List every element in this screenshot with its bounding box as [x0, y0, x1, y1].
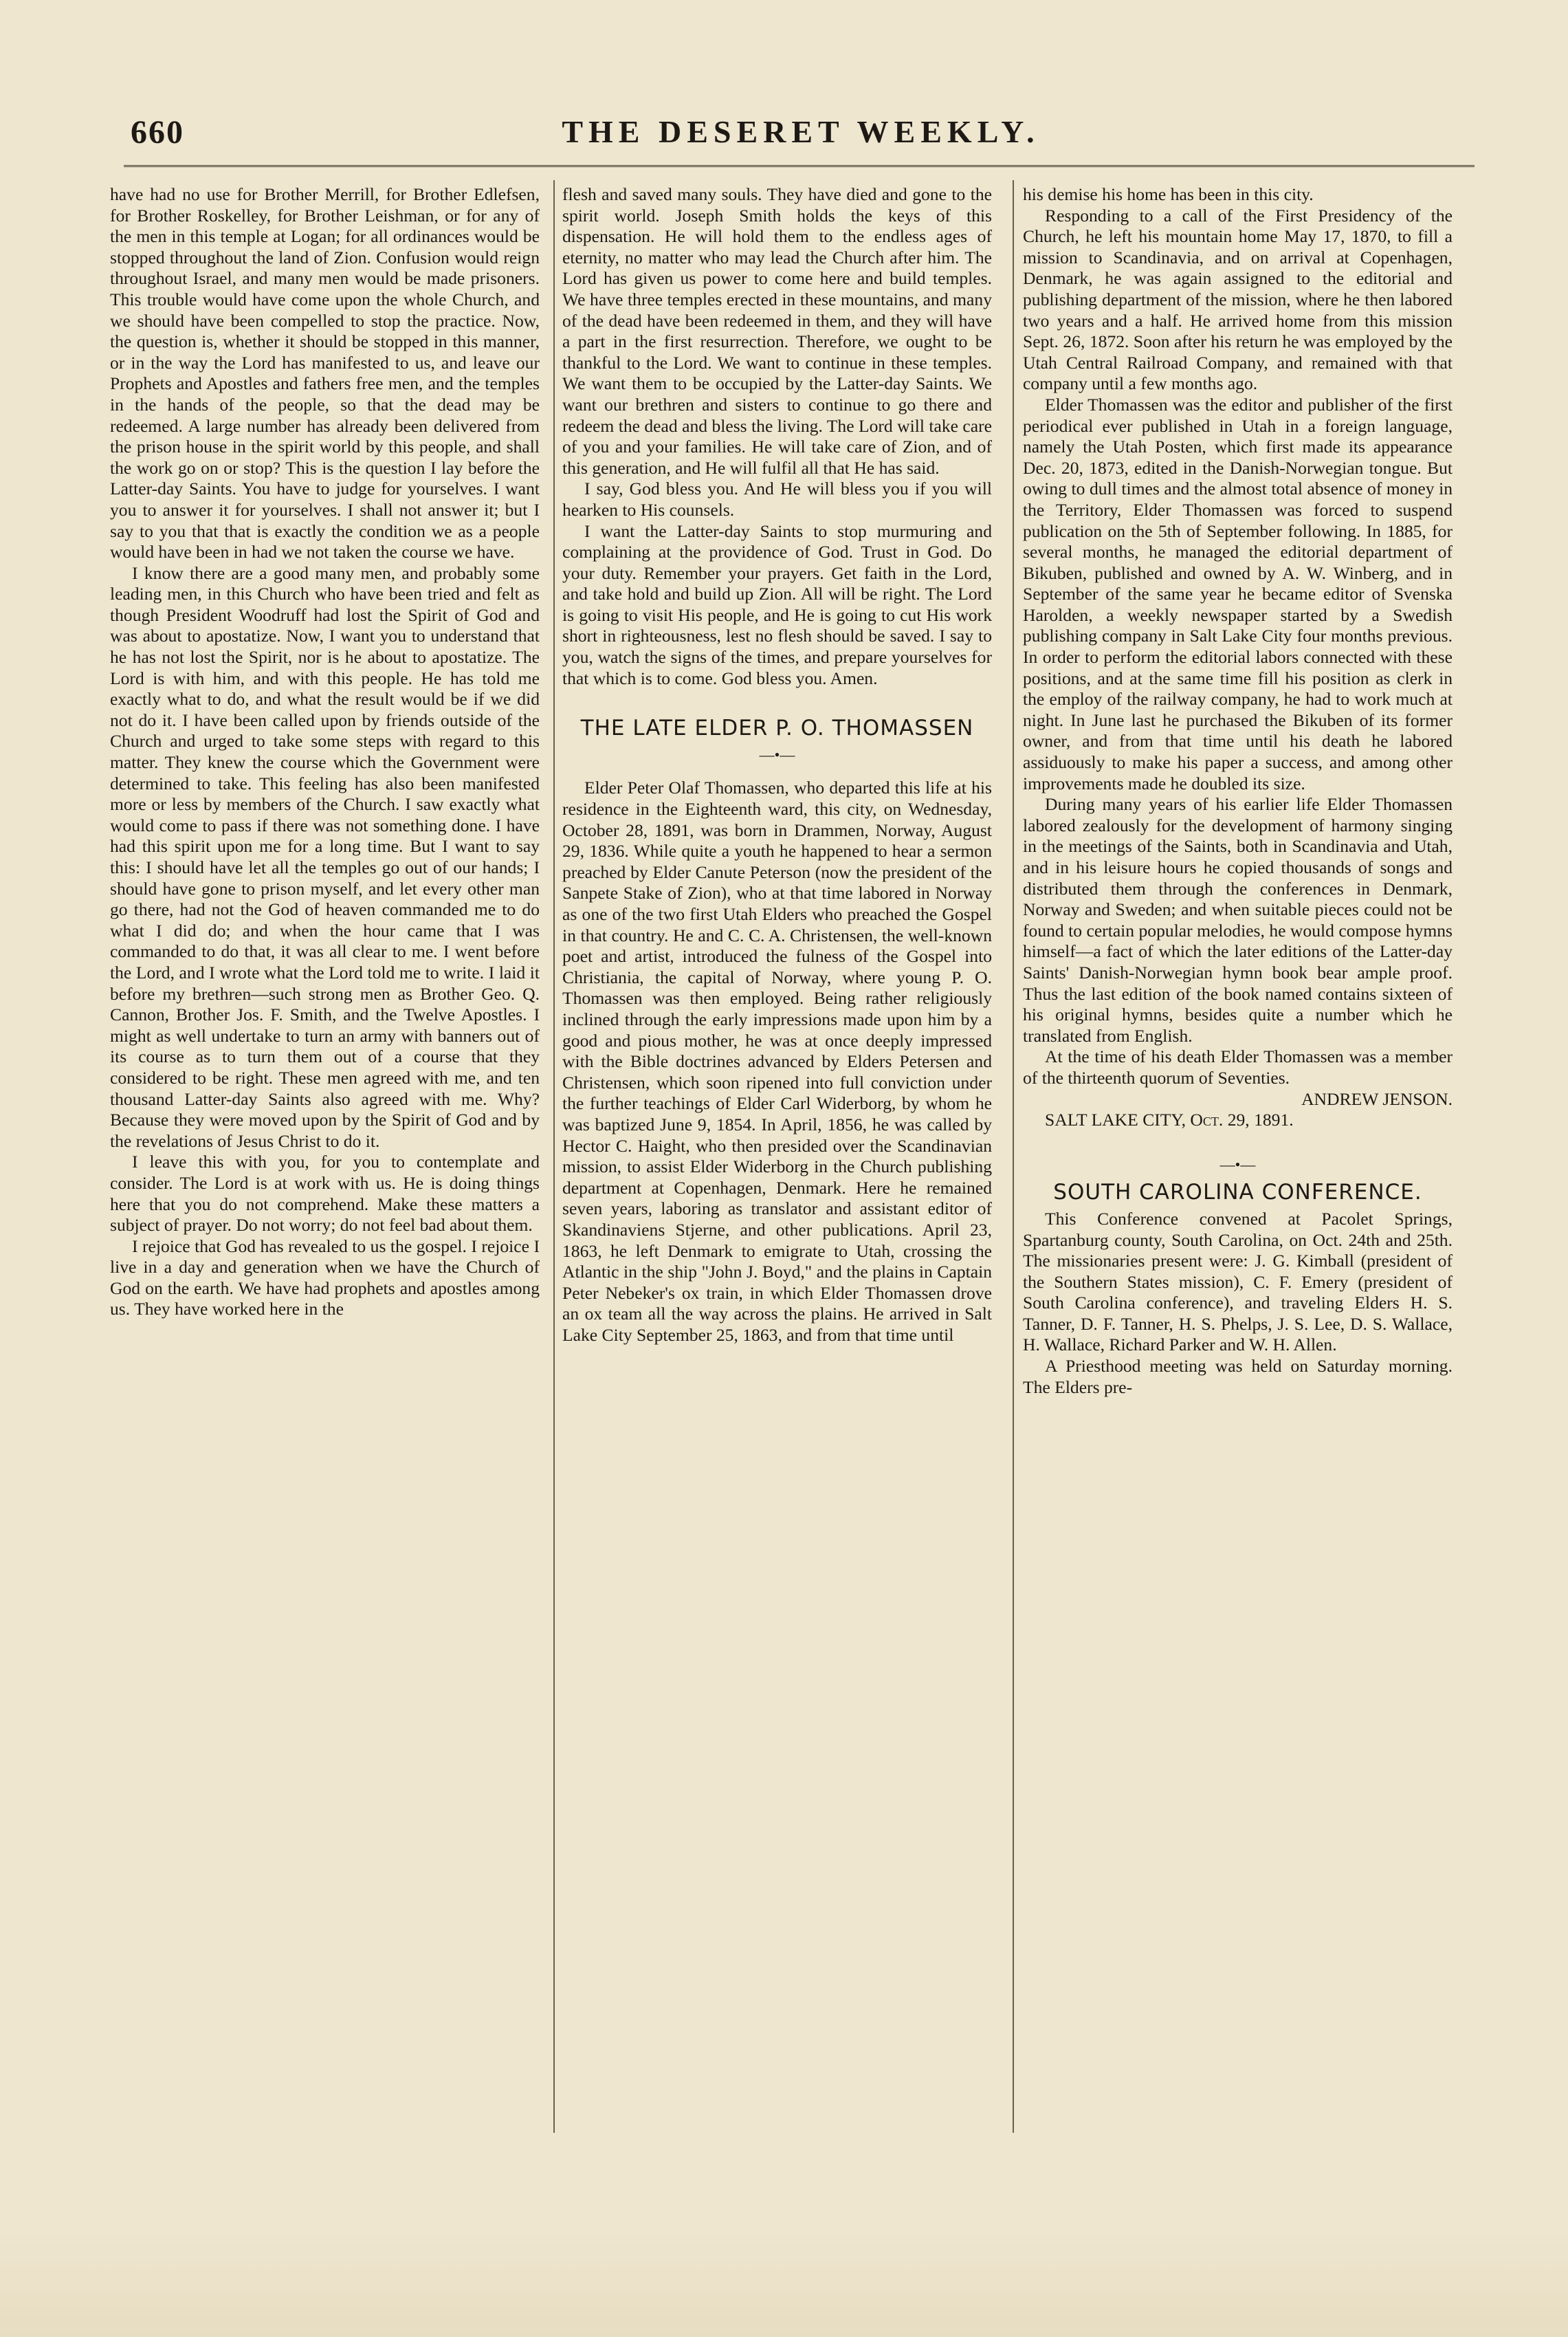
article-paragraph: have had no use for Brother Merrill, for Brother Edlefsen, for Brother Roskelley, for Brother Leishman, or for any of the men in this temple at Logan; for all ordinances would be stopped throughout the land of Zion. Confusion would reign throughout Israel, and many men would be made prisoners. This trouble would have come upon the whole Church, and we should have been compelled to stop the practice. Now, the question is, whether it should be stopped in this manner, or in the way the Lord has manifested to us, and leave our Prophets and Apostles and fathers free men, and the temples in the hands of the people, so that the dead may be redeemed. A large number has already been delivered from the prison house in the spirit world by this people, and shall the work go on or stop? This is the question I lay before the Latter-day Saints. You have to judge for yourselves. I want you to answer it for yourselves. I shall not answer it; but I say to you that that is exactly the condition we as a people would have been in had we not taken the course we have.	[110, 184, 540, 562]
heading-ornament: —•—	[759, 745, 795, 763]
conference-paragraph: A Priesthood meeting was held on Saturday morning. The Elders pre-	[1023, 1356, 1453, 1397]
column-1	[110, 184, 540, 1320]
obituary-paragraph: During many years of his earlier life Elder Thomassen labored zealously for the development of harmony singing in the meetings of the Saints, both in Scandinavia and Utah, and in his leisure hours he copied thousands of songs and distributed them through the conferences in Denmark, Norway and Sweden; and when suitable pieces could not be found to certain popular melodies, he would compose hymns himself—a fact of which the later editions of the Latter-day Saints' Danish-Norwegian hymn book bear ample proof. Thus the last edition of the book named contains sixteen of his original hymns, besides quite a number which he translated from English.	[1023, 794, 1453, 1046]
column-divider	[553, 180, 555, 2133]
article-paragraph: I leave this with you, for you to contemplate and consider. The Lord is at work with us. He is doing things here that you do not comprehend. Make these matters a subject of prayer. Do not worry; do not feel bad about them.	[110, 1152, 540, 1236]
article-paragraph: I know there are a good many men, and probably some leading men, in this Church who have been tried and felt as though President Woodruff had lost the Spirit of God and was about to apostatize. Now, I want you to understand that he has not lost the Spirit, nor is he about to apostatize. The Lord is with him, and with this people. He has told me exactly what to do, and what the result would be if we did not do it. I have been called upon by friends outside of the Church and urged to take some steps with regard to this matter. They knew the course which the Government were determined to take. This feeling has also been manifested more or less by members of the Church. I saw exactly what would come to pass if there was not something done. I have had this spirit upon me for a long time. But I want to say this: I should have let all the temples go out of our hands; I should have gone to prison myself, and let every other man go there, had not the God of heaven commanded me to do what I did do; and when the hour came that I was commanded to do that, it was all clear to me. I went before the Lord, and I wrote what the Lord told me to write. I laid it before my brethren—such strong men as Brother Geo. Q. Cannon, Brother Jos. F. Smith, and the Twelve Apostles. I might as well undertake to turn an army with banners out of its course as to turn them out of a course that they considered to be right. These men agreed with me, and ten thousand Latter-day Saints also agreed with me. Why? Because they were moved upon by the Spirit of God and by the revelations of Jesus Christ to do it.	[110, 562, 540, 1151]
obituary-paragraph: At the time of his death Elder Thomassen was a member of the thirteenth quorum of Seventies.	[1023, 1046, 1453, 1088]
column-2	[562, 184, 992, 1346]
conference-paragraph: This Conference convened at Pacolet Springs, Spartanburg county, South Carolina, on Oct. 24th and 25th. The missionaries present were: J. G. Kimball (president of the Southern States mission), C. F. Emery (president of South Carolina conference), and traveling Elders H. S. Tanner, D. F. Tanner, H. S. Phelps, J. S. Lee, D. S. Wallace, H. Wallace, Richard Parker and W. H. Allen.	[1023, 1208, 1453, 1355]
article-paragraph: I say, God bless you. And He will bless you if you will hearken to His counsels.	[562, 479, 992, 520]
article-paragraph: I rejoice that God has revealed to us the gospel. I rejoice I live in a day and generation when we have the Church of God on the earth. We have had prophets and apostles among us. They have worked here in the	[110, 1236, 540, 1319]
header-rule	[124, 165, 1475, 170]
dateline: SALT LAKE CITY, Oct. 29, 1891.	[1045, 1110, 1294, 1130]
publication-title: THE DESERET WEEKLY.	[562, 114, 1040, 149]
column-3	[1023, 184, 1453, 1398]
obituary-heading: THE LATE ELDER P. O. THOMASSEN	[580, 716, 974, 741]
page-header	[131, 113, 1471, 162]
column-divider	[1013, 180, 1014, 2133]
article-paragraph: flesh and saved many souls. They have died and gone to the spirit world. Joseph Smith holds the keys of this dispensation. He will hold them to the endless ages of eternity, no matter who may lead the Church after him. The Lord has given us power to come here and build temples. We have three temples erected in these mountains, and many of the dead have been redeemed in them, and they will have a part in the first resurrection. Therefore, we ought to be thankful to the Lord. We want to continue in these temples. We want them to be occupied by the Latter-day Saints. We want our brethren and sisters to continue to go there and redeem the dead and bless the living. The Lord will take care of you and your families. He will take care of Zion, and of this generation, and He will fulfil all that He has said.	[562, 184, 992, 478]
obituary-paragraph: Elder Peter Olaf Thomassen, who departed this life at his residence in the Eighteenth ward, this city, on Wednesday, October 28, 1891, was born in Drammen, Norway, August 29, 1836. While quite a youth he happened to hear a sermon preached by Elder Canute Peterson (now the president of the Sanpete Stake of Zion), who at that time labored in Norway as one of the two first Utah Elders who preached the Gospel in that country. He and C. C. A. Christensen, the well-known poet and artist, introduced the fulness of the Gospel into Christiania, the capital of Norway, where young P. O. Thomassen was then employed. Being rather religiously inclined through the early impressions made upon him by a good and pious mother, he was at once deeply impressed with the Bible doctrines advanced by Elders Petersen and Christensen, which soon ripened into full conviction under the further teachings of Elder Carl Widerborg, by whom he was baptized June 9, 1854. In April, 1856, he was called by Hector C. Haight, who then presided over the Scandinavian mission, to assist Elder Widerborg in the Church publishing department at Copenhagen, Denmark. Here he remained seven years, laboring as translator and assistant editor of Skandinaviens Stjerne, and other publications. April 23, 1863, he left Denmark to emigrate to Utah, crossing the Atlantic in the ship "John J. Boyd," and the plains in Captain Peter Nebeker's ox train, in which Elder Thomassen drove an ox team all the way across the plains. He arrived in Salt Lake City September 25, 1863, and from that time until	[562, 778, 992, 1345]
conference-heading: SOUTH CAROLINA CONFERENCE.	[1053, 1180, 1422, 1205]
page-margin	[0, 2228, 1568, 2337]
page-number: 660	[131, 114, 184, 151]
author-signature: ANDREW JENSON.	[1301, 1088, 1453, 1109]
section-separator: —•—	[1219, 1155, 1256, 1173]
article-paragraph: I want the Latter-day Saints to stop murmuring and complaining at the providence of God. Trust in God. Do your duty. Remember your prayers. Get faith in the Lord, and take hold and build up Zion. All will be right. The Lord is going to visit His people, and He is going to cut His work short in righteousness, lest no flesh should be saved. I say to you, watch the signs of the times, and prepare yourselves for that which is to come. God bless you. Amen.	[562, 520, 992, 688]
obituary-paragraph: Elder Thomassen was the editor and publisher of the first periodical ever published in Utah in a foreign language, namely the Utah Posten, which first made its appearance Dec. 20, 1873, edited in the Danish-Norwegian tongue. But owing to dull times and the almost total absence of money in the Territory, Elder Thomassen was forced to suspend publication on the 5th of September following. In 1885, for several months, he managed the editorial department of Bikuben, published and owned by A. W. Winberg, and in September of the same year he became editor of Svenska Harolden, a weekly newspaper started by a Swedish publishing company in Salt Lake City four months previous. In order to perform the editorial labors connected with these positions, and at the same time fill his position as clerk in the employ of the railway company, he had to work much at night. In June last he purchased the Bikuben of its former owner, and from that time until his death he labored assiduously to make his paper a success, and among other improvements made he doubled its size.	[1023, 394, 1453, 793]
obituary-paragraph: his demise his home has been in this city.	[1023, 184, 1314, 204]
obituary-paragraph: Responding to a call of the First Presidency of the Church, he left his mountain home May 17, 1870, to fill a mission to Scandinavia, and on arrival at Copenhagen, Denmark, he was again assigned to the editorial and publishing department of the mission, where he then labored two years and a half. He arrived home from this mission Sept. 26, 1872. Soon after his return he was employed by the Utah Central Railroad Company, and remained with that company until a few months ago.	[1023, 205, 1453, 394]
